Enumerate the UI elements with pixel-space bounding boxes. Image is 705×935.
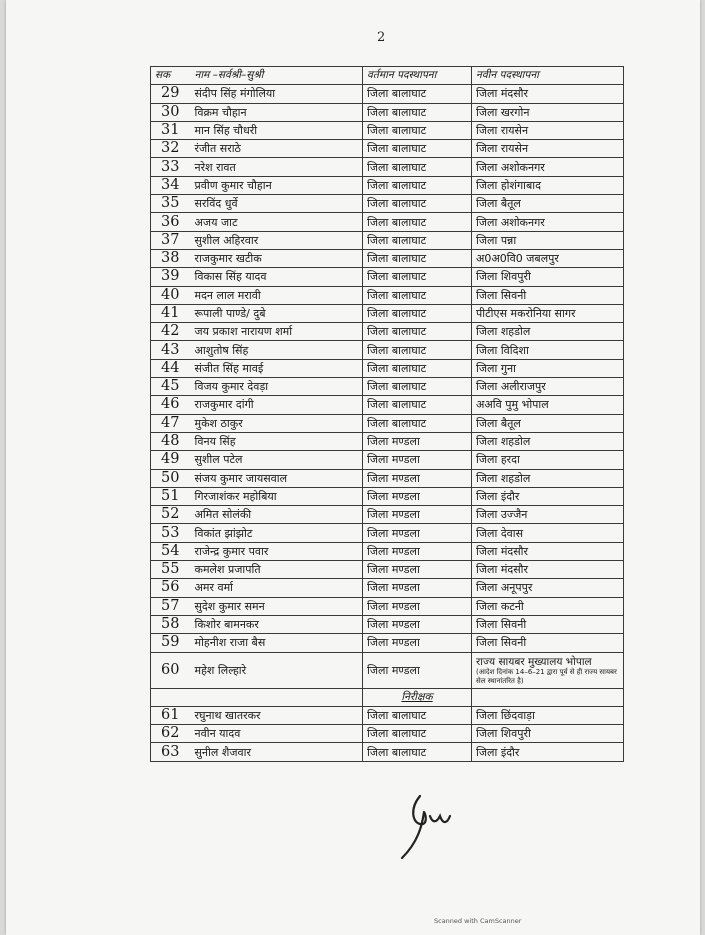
serial-number: 48 xyxy=(151,432,191,450)
serial-number: 31 xyxy=(151,121,191,139)
table-row xyxy=(151,615,624,633)
current-posting: जिला बालाघाट xyxy=(363,706,472,724)
table-row xyxy=(151,561,624,579)
table-row xyxy=(151,323,624,341)
table-row xyxy=(151,451,624,469)
table-row xyxy=(151,103,624,121)
current-posting: जिला बालाघाट xyxy=(363,378,472,396)
current-posting: जिला मण्डला xyxy=(363,634,472,652)
officer-name: संजीत सिंह मावई xyxy=(191,359,363,377)
current-posting: जिला मण्डला xyxy=(363,579,472,597)
table-row xyxy=(151,487,624,505)
new-posting: जिला रायसेन xyxy=(472,140,624,158)
officer-name: विकास सिंह यादव xyxy=(191,268,363,286)
table-row xyxy=(151,121,624,139)
current-posting: जिला मण्डला xyxy=(363,451,472,469)
page-number: 2 xyxy=(377,30,386,45)
serial-number: 32 xyxy=(151,140,191,158)
table-row xyxy=(151,579,624,597)
current-posting: जिला बालाघाट xyxy=(363,268,472,286)
new-posting: जिला शहडोल xyxy=(472,432,624,450)
serial-number: 37 xyxy=(151,231,191,249)
current-posting: जिला बालाघाट xyxy=(363,304,472,322)
officer-name: मदन लाल मरावी xyxy=(191,286,363,304)
officer-name: रूपाली पाण्डे/ दुबे xyxy=(191,304,363,322)
table-row xyxy=(151,195,624,213)
serial-number: 45 xyxy=(151,378,191,396)
new-posting: जिला बैतूल xyxy=(472,414,624,432)
new-posting: जिला अशोकनगर xyxy=(472,158,624,176)
current-posting: जिला बालाघाट xyxy=(363,195,472,213)
serial-number: 39 xyxy=(151,268,191,286)
table-row xyxy=(151,725,624,743)
serial-number: 44 xyxy=(151,359,191,377)
new-posting: जिला अलीराजपुर xyxy=(472,378,624,396)
section-row xyxy=(151,688,624,706)
current-posting: जिला बालाघाट xyxy=(363,121,472,139)
current-posting: जिला मण्डला xyxy=(363,597,472,615)
serial-number: 49 xyxy=(151,451,191,469)
table-row xyxy=(151,140,624,158)
serial-number: 60 xyxy=(151,652,191,688)
new-posting: जिला कटनी xyxy=(472,597,624,615)
current-posting: जिला बालाघाट xyxy=(363,85,472,103)
header-current-posting: वर्तमान पदस्थापना xyxy=(363,67,472,85)
officer-name: सरविंद धुर्वे xyxy=(191,195,363,213)
serial-number: 42 xyxy=(151,323,191,341)
current-posting: जिला मण्डला xyxy=(363,487,472,505)
officer-name: कमलेश प्रजापति xyxy=(191,561,363,579)
serial-number: 38 xyxy=(151,249,191,267)
serial-number: 58 xyxy=(151,615,191,633)
officer-name: मुकेश ठाकुर xyxy=(191,414,363,432)
new-posting: जिला खरगोन xyxy=(472,103,624,121)
new-posting: जिला उज्जैन xyxy=(472,506,624,524)
serial-number: 55 xyxy=(151,561,191,579)
table-row xyxy=(151,85,624,103)
officer-name: विकांत झांझोट xyxy=(191,524,363,542)
table-row xyxy=(151,231,624,249)
serial-number: 30 xyxy=(151,103,191,121)
table-row xyxy=(151,286,624,304)
serial-number: 63 xyxy=(151,743,191,761)
current-posting: जिला बालाघाट xyxy=(363,158,472,176)
table-row xyxy=(151,542,624,560)
serial-number: 46 xyxy=(151,396,191,414)
officer-name: राजकुमार दांगी xyxy=(191,396,363,414)
new-posting: जिला रायसेन xyxy=(472,121,624,139)
new-posting: जिला शिवपुरी xyxy=(472,268,624,286)
officer-name: सुशील अहिरवार xyxy=(191,231,363,249)
current-posting: जिला मण्डला xyxy=(363,469,472,487)
serial-number: 51 xyxy=(151,487,191,505)
table-row xyxy=(151,652,624,688)
officer-name: सुनील शैजवार xyxy=(191,743,363,761)
officer-name: प्रवीण कुमार चौहान xyxy=(191,176,363,194)
serial-number: 53 xyxy=(151,524,191,542)
new-posting: जिला शिवपुरी xyxy=(472,725,624,743)
current-posting: जिला मण्डला xyxy=(363,652,472,688)
officer-name: मान सिंह चौधरी xyxy=(191,121,363,139)
officer-name: सुदेश कुमार समन xyxy=(191,597,363,615)
officer-name: विजय कुमार देवड़ा xyxy=(191,378,363,396)
header-new-posting: नवीन पदस्थापना xyxy=(472,67,624,85)
officer-name: सुशील पटेल xyxy=(191,451,363,469)
serial-number: 61 xyxy=(151,706,191,724)
current-posting: जिला बालाघाट xyxy=(363,359,472,377)
current-posting: जिला मण्डला xyxy=(363,615,472,633)
table-row xyxy=(151,524,624,542)
table-row xyxy=(151,506,624,524)
serial-number: 56 xyxy=(151,579,191,597)
signature xyxy=(398,786,468,866)
table-row xyxy=(151,743,624,761)
serial-number: 47 xyxy=(151,414,191,432)
new-posting: जिला मंदसौर xyxy=(472,85,624,103)
officer-name: अमित सोलंकी xyxy=(191,506,363,524)
officer-name: किशोर बामनकर xyxy=(191,615,363,633)
new-posting: अ0अ0वि0 जबलपुर xyxy=(472,249,624,267)
new-posting: जिला मंदसौर xyxy=(472,542,624,560)
current-posting: जिला बालाघाट xyxy=(363,725,472,743)
officer-name: अजय जाट xyxy=(191,213,363,231)
current-posting: जिला मण्डला xyxy=(363,561,472,579)
officer-name: संजय कुमार जायसवाल xyxy=(191,469,363,487)
table-row xyxy=(151,249,624,267)
table-row xyxy=(151,176,624,194)
current-posting: जिला मण्डला xyxy=(363,524,472,542)
serial-number: 35 xyxy=(151,195,191,213)
serial-number: 52 xyxy=(151,506,191,524)
officer-name: विक्रम चौहान xyxy=(191,103,363,121)
officer-name: रघुनाथ खातरकर xyxy=(191,706,363,724)
table-row xyxy=(151,158,624,176)
new-posting: जिला शहडोल xyxy=(472,323,624,341)
serial-number: 54 xyxy=(151,542,191,560)
new-posting: जिला अनूपपुर xyxy=(472,579,624,597)
officer-name: महेश लिल्हारे xyxy=(191,652,363,688)
new-posting: जिला देवास xyxy=(472,524,624,542)
header-name: नाम –सर्वश्री–सुश्री xyxy=(191,67,363,85)
table-row xyxy=(151,706,624,724)
current-posting: जिला बालाघाट xyxy=(363,140,472,158)
officer-name: आशुतोष सिंह xyxy=(191,341,363,359)
current-posting: जिला बालाघाट xyxy=(363,286,472,304)
new-posting: जिला हरदा xyxy=(472,451,624,469)
new-posting: जिला शहडोल xyxy=(472,469,624,487)
new-posting: जिला छिंदवाड़ा xyxy=(472,706,624,724)
section-label: निरीक्षक xyxy=(363,688,472,706)
officer-name: गिरजाशंकर महोबिया xyxy=(191,487,363,505)
current-posting: जिला मण्डला xyxy=(363,432,472,450)
current-posting: जिला बालाघाट xyxy=(363,323,472,341)
current-posting: जिला बालाघाट xyxy=(363,396,472,414)
table-row xyxy=(151,396,624,414)
new-posting: अअवि पुमु भोपाल xyxy=(472,396,624,414)
new-posting: जिला बैतूल xyxy=(472,195,624,213)
officer-name: विनय सिंह xyxy=(191,432,363,450)
serial-number: 62 xyxy=(151,725,191,743)
current-posting: जिला बालाघाट xyxy=(363,176,472,194)
table-row xyxy=(151,268,624,286)
current-posting: जिला बालाघाट xyxy=(363,743,472,761)
officer-name: नरेश रावत xyxy=(191,158,363,176)
row-60-body xyxy=(151,652,624,706)
current-posting: जिला मण्डला xyxy=(363,542,472,560)
transfer-table xyxy=(150,66,624,762)
new-posting: पीटीएस मकरोनिया सागर xyxy=(472,304,624,322)
serial-number: 59 xyxy=(151,634,191,652)
current-posting: जिला बालाघाट xyxy=(363,341,472,359)
table-row xyxy=(151,304,624,322)
table-body xyxy=(151,85,624,652)
officer-name: अमर वर्मा xyxy=(191,579,363,597)
table-header-row xyxy=(151,67,624,85)
inspector-table-body xyxy=(151,706,624,761)
officer-name: मोहनीश राजा बैस xyxy=(191,634,363,652)
serial-number: 29 xyxy=(151,85,191,103)
table-row xyxy=(151,359,624,377)
new-posting: जिला सिवनी xyxy=(472,286,624,304)
table-row xyxy=(151,432,624,450)
table-row xyxy=(151,634,624,652)
serial-number: 34 xyxy=(151,176,191,194)
serial-number: 36 xyxy=(151,213,191,231)
current-posting: जिला बालाघाट xyxy=(363,249,472,267)
officer-name: राजेन्द्र कुमार पवार xyxy=(191,542,363,560)
serial-number: 43 xyxy=(151,341,191,359)
new-posting: जिला सिवनी xyxy=(472,615,624,633)
officer-name: रंजीत सराठे xyxy=(191,140,363,158)
new-posting: जिला होशंगाबाद xyxy=(472,176,624,194)
current-posting: जिला बालाघाट xyxy=(363,231,472,249)
current-posting: जिला बालाघाट xyxy=(363,414,472,432)
officer-name: नवीन यादव xyxy=(191,725,363,743)
table-row xyxy=(151,597,624,615)
table-row xyxy=(151,378,624,396)
serial-number: 40 xyxy=(151,286,191,304)
header-serial: सक xyxy=(151,67,191,85)
table-row xyxy=(151,469,624,487)
document-page xyxy=(6,0,700,935)
table-row xyxy=(151,341,624,359)
serial-number: 33 xyxy=(151,158,191,176)
officer-name: जय प्रकाश नारायण शर्मा xyxy=(191,323,363,341)
serial-number: 50 xyxy=(151,469,191,487)
table-row xyxy=(151,414,624,432)
current-posting: जिला बालाघाट xyxy=(363,103,472,121)
new-posting: जिला सिवनी xyxy=(472,634,624,652)
new-posting: जिला इंदौर xyxy=(472,743,624,761)
new-posting: जिला अशोकनगर xyxy=(472,213,624,231)
new-posting: राज्य सायबर मुख्यालय भोपाल xyxy=(476,655,592,668)
new-posting: जिला इंदौर xyxy=(472,487,624,505)
current-posting: जिला बालाघाट xyxy=(363,213,472,231)
new-posting-cell xyxy=(472,652,624,688)
new-posting: जिला मंदसौर xyxy=(472,561,624,579)
officer-name: राजकुमार खटीक xyxy=(191,249,363,267)
current-posting: जिला मण्डला xyxy=(363,506,472,524)
serial-number: 57 xyxy=(151,597,191,615)
scanner-watermark: Scanned with CamScanner xyxy=(434,917,522,925)
new-posting: जिला विदिशा xyxy=(472,341,624,359)
posting-note: (आदेश दिनांक 14–6–21 द्वारा पूर्व से ही राज्य सायबर सेल स्थानांतरित है) xyxy=(476,667,617,685)
new-posting: जिला पन्ना xyxy=(472,231,624,249)
serial-number: 41 xyxy=(151,304,191,322)
new-posting: जिला गुना xyxy=(472,359,624,377)
officer-name: संदीप सिंह मंगोलिया xyxy=(191,85,363,103)
table-row xyxy=(151,213,624,231)
